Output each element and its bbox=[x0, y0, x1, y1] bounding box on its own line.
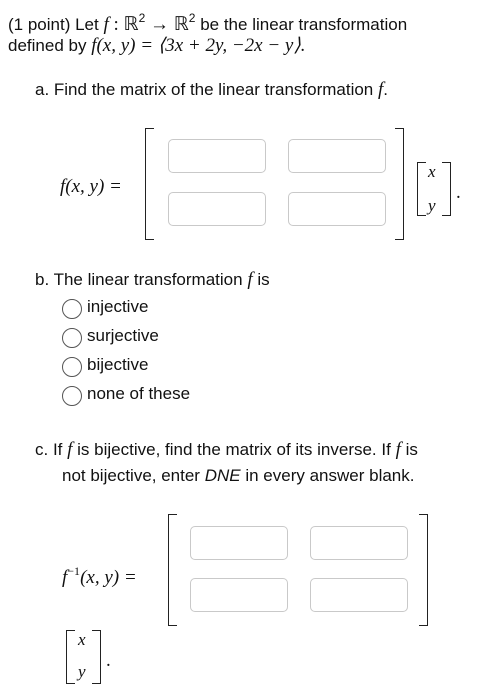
part-b-prompt bbox=[35, 270, 270, 290]
part-c-if: c. If bbox=[35, 440, 63, 459]
vector-a-left-bracket bbox=[417, 162, 426, 216]
matrix-c-entry-22[interactable] bbox=[310, 578, 408, 612]
option-injective-label: injective bbox=[87, 297, 149, 316]
inverse-exponent: −1 bbox=[67, 564, 81, 578]
vector-c-x: x bbox=[78, 630, 86, 649]
inverse-args: (x, y) = bbox=[80, 567, 137, 588]
matrix-c-entry-12[interactable] bbox=[310, 526, 408, 560]
vector-a-right-bracket bbox=[442, 162, 451, 216]
option-surjective-label: surjective bbox=[87, 326, 159, 345]
radio-none-of-these[interactable] bbox=[62, 386, 82, 406]
part-c-text3: in every answer blank. bbox=[245, 466, 415, 485]
codomain-exponent: 2 bbox=[188, 11, 196, 25]
part-a-prompt bbox=[35, 80, 388, 100]
matrix-a-right-bracket bbox=[395, 128, 404, 240]
radio-surjective[interactable] bbox=[62, 328, 82, 348]
option-none-of-these-label: none of these bbox=[87, 384, 191, 403]
dne-keyword: DNE bbox=[204, 466, 241, 485]
defined-by-text: defined by bbox=[8, 36, 87, 55]
vector-a-y: y bbox=[428, 196, 436, 215]
matrix-c-left-bracket bbox=[168, 514, 177, 626]
matrix-c-right-bracket bbox=[419, 514, 428, 626]
codomain-R: ℝ bbox=[173, 14, 189, 35]
part-a-f: f bbox=[378, 79, 384, 100]
part-c-line1 bbox=[35, 440, 418, 460]
header-tail-text: be the linear transformation bbox=[200, 15, 408, 34]
part-b-f: f bbox=[247, 269, 253, 290]
part-c-is: is bbox=[405, 440, 418, 459]
radio-bijective[interactable] bbox=[62, 357, 82, 377]
radio-injective[interactable] bbox=[62, 299, 82, 319]
part-a-period: . bbox=[456, 182, 461, 203]
matrix-a-entry-11[interactable] bbox=[168, 139, 266, 173]
matrix-a-entry-21[interactable] bbox=[168, 192, 266, 226]
part-b-label: b. The linear transformation bbox=[35, 270, 243, 289]
part-c-text1: is bijective, find the matrix of its inverse. If bbox=[77, 440, 391, 459]
matrix-a-entry-22[interactable] bbox=[288, 192, 386, 226]
vector-c-right-bracket bbox=[92, 630, 101, 684]
definition-formula: f(x, y) = ⟨3x + 2y, −2x − y⟩. bbox=[91, 35, 306, 56]
colon: : bbox=[113, 14, 119, 35]
matrix-c-entry-11[interactable] bbox=[190, 526, 288, 560]
problem-header-line1 bbox=[8, 8, 407, 35]
f-symbol: f bbox=[103, 14, 109, 35]
part-a-dot: . bbox=[383, 80, 389, 99]
problem-header-line2 bbox=[8, 36, 306, 56]
matrix-a-entry-12[interactable] bbox=[288, 139, 386, 173]
inverse-f: f bbox=[62, 567, 68, 588]
part-a-lhs: f(x, y) = bbox=[60, 176, 122, 197]
option-bijective-label: bijective bbox=[87, 355, 149, 374]
part-c-line2 bbox=[62, 466, 414, 486]
arrow-symbol: → bbox=[149, 14, 169, 35]
part-c-period: . bbox=[106, 650, 111, 671]
part-a-label: a. Find the matrix of the linear transformation bbox=[35, 80, 374, 99]
domain-exponent: 2 bbox=[138, 11, 146, 25]
matrix-a-left-bracket bbox=[145, 128, 154, 240]
part-c-f2: f bbox=[395, 439, 401, 460]
points-text: (1 point) Let bbox=[8, 15, 99, 34]
part-c-lhs bbox=[62, 564, 137, 589]
vector-c-y: y bbox=[78, 662, 86, 681]
vector-c-left-bracket bbox=[66, 630, 75, 684]
part-c-text2: not bijective, enter bbox=[62, 466, 200, 485]
domain-R: ℝ bbox=[123, 14, 139, 35]
vector-a-x: x bbox=[428, 162, 436, 181]
part-c-f1: f bbox=[67, 439, 73, 460]
matrix-c-entry-21[interactable] bbox=[190, 578, 288, 612]
part-b-is: is bbox=[257, 270, 270, 289]
